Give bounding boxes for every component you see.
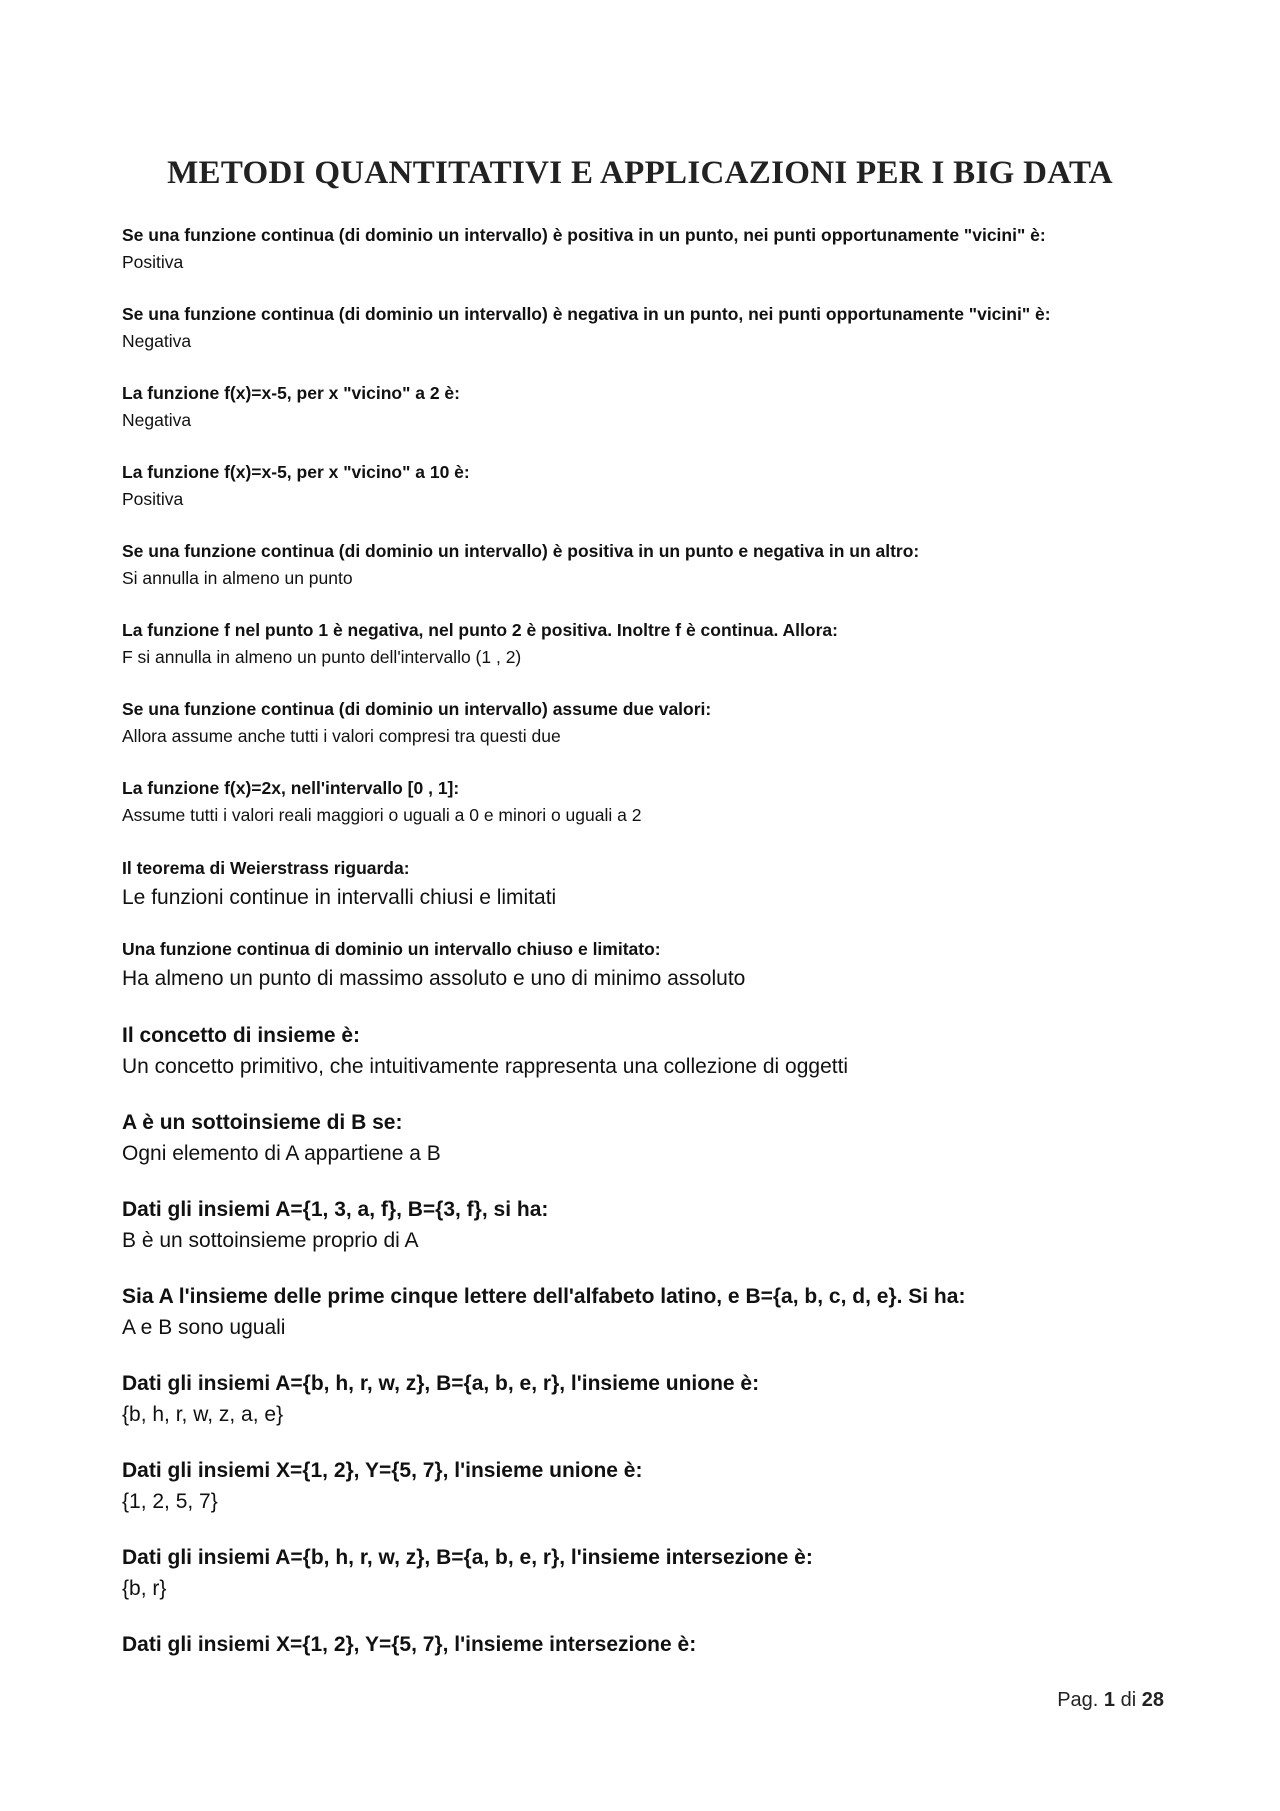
- answer: Allora assume anche tutti i valori compresi tra questi due: [122, 726, 561, 746]
- answer: {1, 2, 5, 7}: [122, 1490, 218, 1513]
- answer: {b, h, r, w, z, a, e}: [122, 1403, 284, 1426]
- page-number: [1057, 1689, 1164, 1712]
- qa-item: [122, 1194, 1162, 1256]
- answer: Ha almeno un punto di massimo assoluto e uno di minimo assoluto: [122, 967, 746, 990]
- question: Se una funzione continua (di dominio un intervallo) è positiva in un punto, nei punti opportunamente "vicini" è:: [122, 225, 1046, 245]
- question: La funzione f(x)=x-5, per x "vicino" a 10 è:: [122, 462, 470, 482]
- qa-item: [122, 459, 1162, 513]
- answer: Ogni elemento di A appartiene a B: [122, 1142, 441, 1165]
- question: Dati gli insiemi X={1, 2}, Y={5, 7}, l'insieme unione è:: [122, 1459, 643, 1482]
- qa-item: [122, 1542, 1162, 1604]
- total-pages: 28: [1141, 1689, 1164, 1711]
- answer: Negativa: [122, 331, 192, 351]
- question: Dati gli insiemi X={1, 2}, Y={5, 7}, l'insieme intersezione è:: [122, 1633, 697, 1656]
- qa-item: [122, 1455, 1162, 1517]
- question: Se una funzione continua (di dominio un intervallo) assume due valori:: [122, 699, 712, 719]
- question: Se una funzione continua (di dominio un intervallo) è negativa in un punto, nei punti opportunamente "vicini" è:: [122, 304, 1051, 324]
- answer: Positiva: [122, 252, 184, 272]
- qa-item: [122, 1281, 1162, 1343]
- answer: A e B sono uguali: [122, 1316, 286, 1339]
- qa-item: [122, 617, 1162, 671]
- qa-item: [122, 1629, 1162, 1660]
- question: Dati gli insiemi A={1, 3, a, f}, B={3, f}, si ha:: [122, 1198, 549, 1221]
- answer: Si annulla in almeno un punto: [122, 568, 353, 588]
- qa-item: [122, 380, 1162, 434]
- qa-item: [122, 855, 1162, 913]
- qa-item: [122, 1020, 1162, 1082]
- answer: Negativa: [122, 410, 192, 430]
- question: Dati gli insiemi A={b, h, r, w, z}, B={a, b, e, r}, l'insieme unione è:: [122, 1372, 760, 1395]
- question: Il concetto di insieme è:: [122, 1024, 361, 1047]
- answer: Le funzioni continue in intervalli chiusi e limitati: [122, 886, 557, 909]
- answer: F si annulla in almeno un punto dell'intervallo (1 , 2): [122, 647, 522, 667]
- question: La funzione f nel punto 1 è negativa, nel punto 2 è positiva. Inoltre f è continua. Allora:: [122, 620, 838, 640]
- current-page: 1: [1103, 1689, 1116, 1711]
- question: Il teorema di Weierstrass riguarda:: [122, 858, 410, 878]
- question: Dati gli insiemi A={b, h, r, w, z}, B={a, b, e, r}, l'insieme intersezione è:: [122, 1546, 813, 1569]
- qa-item: [122, 538, 1162, 592]
- answer: {b, r}: [122, 1577, 167, 1600]
- question: Se una funzione continua (di dominio un intervallo) è positiva in un punto e negativa in un altro:: [122, 541, 920, 561]
- qa-item: [122, 1368, 1162, 1430]
- qa-item: [122, 222, 1162, 276]
- question: Sia A l'insieme delle prime cinque lettere dell'alfabeto latino, e B={a, b, c, d, e}. Si ha:: [122, 1285, 966, 1308]
- question: A è un sottoinsieme di B se:: [122, 1111, 403, 1134]
- answer: Assume tutti i valori reali maggiori o uguali a 0 e minori o uguali a 2: [122, 805, 642, 825]
- qa-item: [122, 1107, 1162, 1169]
- qa-item: [122, 775, 1162, 829]
- answer: Positiva: [122, 489, 184, 509]
- question: La funzione f(x)=2x, nell'intervallo [0 , 1]:: [122, 778, 460, 798]
- qa-item: [122, 301, 1162, 355]
- question: La funzione f(x)=x-5, per x "vicino" a 2 è:: [122, 383, 460, 403]
- page-prefix: Pag.: [1057, 1689, 1099, 1711]
- page-separator: di: [1120, 1689, 1137, 1711]
- answer: B è un sottoinsieme proprio di A: [122, 1229, 419, 1252]
- page-title: METODI QUANTITATIVI E APPLICAZIONI PER I BIG DATA: [167, 155, 1113, 191]
- question: Una funzione continua di dominio un intervallo chiuso e limitato:: [122, 939, 661, 959]
- qa-item: [122, 696, 1162, 750]
- answer: Un concetto primitivo, che intuitivamente rappresenta una collezione di oggetti: [122, 1055, 849, 1078]
- qa-item: [122, 936, 1162, 994]
